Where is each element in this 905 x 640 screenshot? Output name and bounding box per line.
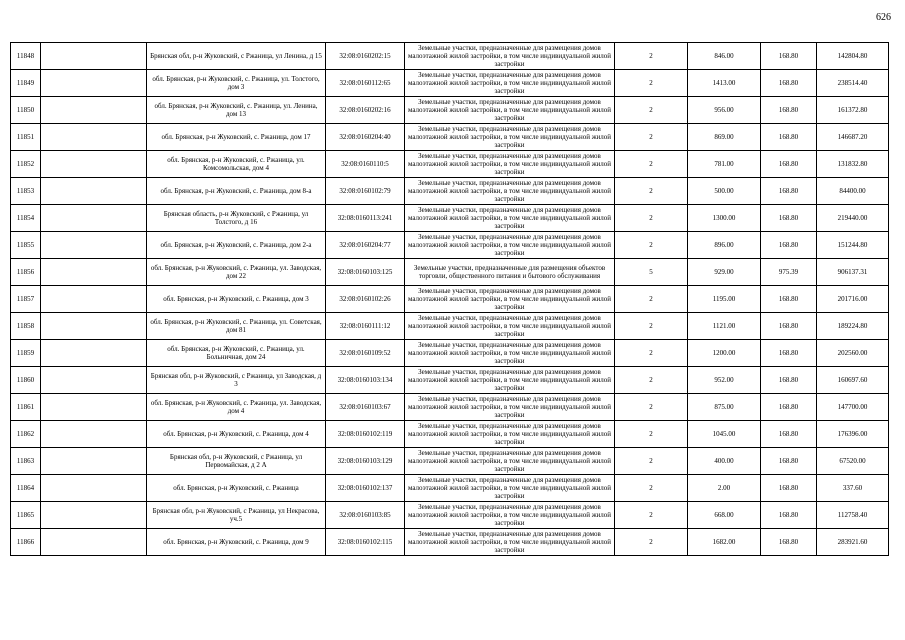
- spacer-cell: [41, 124, 147, 151]
- row-number: 11858: [11, 313, 41, 340]
- group-cell: 2: [615, 43, 688, 70]
- table-row: [11, 529, 889, 556]
- row-number: 11863: [11, 448, 41, 475]
- cadastral-number-cell: 32:08:0160112:65: [326, 70, 405, 97]
- cadastral-number-cell: 32:08:0160103:85: [326, 502, 405, 529]
- row-number: 11855: [11, 232, 41, 259]
- cadastral-value-cell: 219440.00: [817, 205, 889, 232]
- address-cell: обл. Брянская, р-н Жуковский, с. Ржаница, дом 2-а: [147, 232, 326, 259]
- cadastral-value-cell: 161372.80: [817, 97, 889, 124]
- group-cell: 2: [615, 367, 688, 394]
- table-row: [11, 313, 889, 340]
- land-use-cell: Земельные участки, предназначенные для размещения домов малоэтажной жилой застройки, в том числе индивидуальной жилой застройки: [405, 178, 615, 205]
- group-cell: 2: [615, 151, 688, 178]
- group-cell: 2: [615, 232, 688, 259]
- cadastral-value-cell: 112758.40: [817, 502, 889, 529]
- cadastral-value-cell: 189224.80: [817, 313, 889, 340]
- row-number: 11854: [11, 205, 41, 232]
- cadastral-value-cell: 151244.80: [817, 232, 889, 259]
- cadastral-number-cell: 32:08:0160109:52: [326, 340, 405, 367]
- cadastral-value-cell: 142804.80: [817, 43, 889, 70]
- address-cell: обл. Брянская, р-н Жуковский, с. Ржаница, ул. Заводская, дом 22: [147, 259, 326, 286]
- land-use-cell: Земельные участки, предназначенные для размещения домов малоэтажной жилой застройки, в том числе индивидуальной жилой застройки: [405, 70, 615, 97]
- area-cell: 869.00: [688, 124, 761, 151]
- table-row: [11, 178, 889, 205]
- cadastral-value-cell: 131832.80: [817, 151, 889, 178]
- area-cell: 1195.00: [688, 286, 761, 313]
- spacer-cell: [41, 448, 147, 475]
- spacer-cell: [41, 313, 147, 340]
- address-cell: обл. Брянская, р-н Жуковский, с. Ржаница, дом 4: [147, 421, 326, 448]
- address-cell: обл. Брянская, р-н Жуковский, с. Ржаница, ул. Заводская, дом 4: [147, 394, 326, 421]
- row-number: 11859: [11, 340, 41, 367]
- cadastral-number-cell: 32:08:0160111:12: [326, 313, 405, 340]
- cadastral-number-cell: 32:08:0160204:77: [326, 232, 405, 259]
- cadastral-value-cell: 283921.60: [817, 529, 889, 556]
- group-cell: 2: [615, 313, 688, 340]
- address-cell: обл. Брянская, р-н Жуковский, с. Ржаница, ул. Больничная, дом 24: [147, 340, 326, 367]
- cadastral-number-cell: 32:08:0160102:137: [326, 475, 405, 502]
- group-cell: 2: [615, 394, 688, 421]
- row-number: 11857: [11, 286, 41, 313]
- spacer-cell: [41, 367, 147, 394]
- group-cell: 2: [615, 448, 688, 475]
- address-cell: обл. Брянская, р-н Жуковский, с. Ржаница, дом 8-а: [147, 178, 326, 205]
- address-cell: Брянская область, р-н Жуковский, с Ржаница, ул Толстого, д 16: [147, 205, 326, 232]
- group-cell: 2: [615, 475, 688, 502]
- land-use-cell: Земельные участки, предназначенные для размещения домов малоэтажной жилой застройки, в том числе индивидуальной жилой застройки: [405, 475, 615, 502]
- table-row: [11, 367, 889, 394]
- group-cell: 2: [615, 502, 688, 529]
- cadastral-number-cell: 32:08:0160110:5: [326, 151, 405, 178]
- address-cell: обл. Брянская, р-н Жуковский, с. Ржаница, ул. Комсомольская, дом 4: [147, 151, 326, 178]
- area-cell: 1682.00: [688, 529, 761, 556]
- area-cell: 952.00: [688, 367, 761, 394]
- rate-cell: 168.80: [761, 43, 817, 70]
- area-cell: 781.00: [688, 151, 761, 178]
- group-cell: 2: [615, 421, 688, 448]
- area-cell: 400.00: [688, 448, 761, 475]
- area-cell: 929.00: [688, 259, 761, 286]
- group-cell: 2: [615, 340, 688, 367]
- address-cell: обл. Брянская, р-н Жуковский, с. Ржаница, ул. Ленина, дом 13: [147, 97, 326, 124]
- cadastral-value-cell: 176396.00: [817, 421, 889, 448]
- spacer-cell: [41, 259, 147, 286]
- cadastral-number-cell: 32:08:0160102:26: [326, 286, 405, 313]
- land-use-cell: Земельные участки, предназначенные для размещения объектов торговли, общественного питания и бытового обслуживания: [405, 259, 615, 286]
- table-row: [11, 502, 889, 529]
- row-number: 11850: [11, 97, 41, 124]
- rate-cell: 168.80: [761, 232, 817, 259]
- cadastral-number-cell: 32:08:0160103:129: [326, 448, 405, 475]
- cadastral-number-cell: 32:08:0160102:119: [326, 421, 405, 448]
- table-row: [11, 124, 889, 151]
- cadastral-number-cell: 32:08:0160113:241: [326, 205, 405, 232]
- group-cell: 2: [615, 124, 688, 151]
- land-use-cell: Земельные участки, предназначенные для размещения домов малоэтажной жилой застройки, в том числе индивидуальной жилой застройки: [405, 448, 615, 475]
- rate-cell: 168.80: [761, 529, 817, 556]
- table-row: [11, 43, 889, 70]
- area-cell: 1045.00: [688, 421, 761, 448]
- table-row: [11, 151, 889, 178]
- address-cell: обл. Брянская, р-н Жуковский, с. Ржаница, ул. Советская, дом 81: [147, 313, 326, 340]
- rate-cell: 168.80: [761, 178, 817, 205]
- rate-cell: 168.80: [761, 340, 817, 367]
- cadastral-number-cell: 32:08:0160103:134: [326, 367, 405, 394]
- rate-cell: 168.80: [761, 394, 817, 421]
- cadastral-value-cell: 146687.20: [817, 124, 889, 151]
- land-use-cell: Земельные участки, предназначенные для размещения домов малоэтажной жилой застройки, в том числе индивидуальной жилой застройки: [405, 502, 615, 529]
- land-use-cell: Земельные участки, предназначенные для размещения домов малоэтажной жилой застройки, в том числе индивидуальной жилой застройки: [405, 340, 615, 367]
- spacer-cell: [41, 475, 147, 502]
- spacer-cell: [41, 502, 147, 529]
- group-cell: 2: [615, 205, 688, 232]
- land-use-cell: Земельные участки, предназначенные для размещения домов малоэтажной жилой застройки, в том числе индивидуальной жилой застройки: [405, 421, 615, 448]
- group-cell: 2: [615, 70, 688, 97]
- cadastral-value-table: [10, 42, 889, 556]
- cadastral-number-cell: 32:08:0160102:79: [326, 178, 405, 205]
- row-number: 11864: [11, 475, 41, 502]
- spacer-cell: [41, 205, 147, 232]
- table-body: [11, 43, 889, 556]
- land-use-cell: Земельные участки, предназначенные для размещения домов малоэтажной жилой застройки, в том числе индивидуальной жилой застройки: [405, 313, 615, 340]
- cadastral-value-cell: 202560.00: [817, 340, 889, 367]
- page-number: 626: [876, 12, 891, 23]
- row-number: 11861: [11, 394, 41, 421]
- row-number: 11848: [11, 43, 41, 70]
- group-cell: 2: [615, 529, 688, 556]
- row-number: 11849: [11, 70, 41, 97]
- rate-cell: 168.80: [761, 151, 817, 178]
- spacer-cell: [41, 286, 147, 313]
- land-use-cell: Земельные участки, предназначенные для размещения домов малоэтажной жилой застройки, в том числе индивидуальной жилой застройки: [405, 97, 615, 124]
- table-row: [11, 205, 889, 232]
- table-row: [11, 421, 889, 448]
- spacer-cell: [41, 232, 147, 259]
- rate-cell: 168.80: [761, 367, 817, 394]
- group-cell: 2: [615, 97, 688, 124]
- rate-cell: 168.80: [761, 421, 817, 448]
- rate-cell: 168.80: [761, 205, 817, 232]
- area-cell: 1121.00: [688, 313, 761, 340]
- row-number: 11853: [11, 178, 41, 205]
- table-row: [11, 70, 889, 97]
- rate-cell: 168.80: [761, 124, 817, 151]
- address-cell: обл. Брянская, р-н Жуковский, с. Ржаница: [147, 475, 326, 502]
- address-cell: обл. Брянская, р-н Жуковский, с. Ржаница, дом 9: [147, 529, 326, 556]
- area-cell: 500.00: [688, 178, 761, 205]
- cadastral-number-cell: 32:08:0160103:67: [326, 394, 405, 421]
- spacer-cell: [41, 43, 147, 70]
- rate-cell: 168.80: [761, 313, 817, 340]
- area-cell: 1200.00: [688, 340, 761, 367]
- table-row: [11, 259, 889, 286]
- rate-cell: 168.80: [761, 448, 817, 475]
- row-number: 11852: [11, 151, 41, 178]
- area-cell: 1300.00: [688, 205, 761, 232]
- row-number: 11856: [11, 259, 41, 286]
- spacer-cell: [41, 529, 147, 556]
- land-use-cell: Земельные участки, предназначенные для размещения домов малоэтажной жилой застройки, в том числе индивидуальной жилой застройки: [405, 151, 615, 178]
- rate-cell: 168.80: [761, 475, 817, 502]
- table-row: [11, 97, 889, 124]
- group-cell: 5: [615, 259, 688, 286]
- cadastral-value-cell: 160697.60: [817, 367, 889, 394]
- table-row: [11, 448, 889, 475]
- cadastral-number-cell: 32:08:0160202:16: [326, 97, 405, 124]
- group-cell: 2: [615, 286, 688, 313]
- row-number: 11866: [11, 529, 41, 556]
- rate-cell: 168.80: [761, 70, 817, 97]
- table-row: [11, 286, 889, 313]
- area-cell: 668.00: [688, 502, 761, 529]
- table-row: [11, 394, 889, 421]
- address-cell: Брянская обл, р-н Жуковский, с Ржаница, ул Заводская, д 3: [147, 367, 326, 394]
- area-cell: 846.00: [688, 43, 761, 70]
- cadastral-number-cell: 32:08:0160102:115: [326, 529, 405, 556]
- rate-cell: 168.80: [761, 97, 817, 124]
- address-cell: обл. Брянская, р-н Жуковский, с. Ржаница, дом 3: [147, 286, 326, 313]
- area-cell: 2.00: [688, 475, 761, 502]
- rate-cell: 168.80: [761, 286, 817, 313]
- row-number: 11862: [11, 421, 41, 448]
- address-cell: Брянская обл, р-н Жуковский, с Ржаница, ул Первомайская, д 2 А: [147, 448, 326, 475]
- spacer-cell: [41, 97, 147, 124]
- row-number: 11851: [11, 124, 41, 151]
- cadastral-value-cell: 238514.40: [817, 70, 889, 97]
- land-use-cell: Земельные участки, предназначенные для размещения домов малоэтажной жилой застройки, в том числе индивидуальной жилой застройки: [405, 529, 615, 556]
- land-use-cell: Земельные участки, предназначенные для размещения домов малоэтажной жилой застройки, в том числе индивидуальной жилой застройки: [405, 124, 615, 151]
- land-use-cell: Земельные участки, предназначенные для размещения домов малоэтажной жилой застройки, в том числе индивидуальной жилой застройки: [405, 394, 615, 421]
- cadastral-number-cell: 32:08:0160202:15: [326, 43, 405, 70]
- address-cell: обл. Брянская, р-н Жуковский, с. Ржаница, ул. Толстого, дом 3: [147, 70, 326, 97]
- group-cell: 2: [615, 178, 688, 205]
- land-use-cell: Земельные участки, предназначенные для размещения домов малоэтажной жилой застройки, в том числе индивидуальной жилой застройки: [405, 286, 615, 313]
- rate-cell: 975.39: [761, 259, 817, 286]
- area-cell: 896.00: [688, 232, 761, 259]
- area-cell: 1413.00: [688, 70, 761, 97]
- rate-cell: 168.80: [761, 502, 817, 529]
- table-row: [11, 232, 889, 259]
- spacer-cell: [41, 421, 147, 448]
- area-cell: 875.00: [688, 394, 761, 421]
- spacer-cell: [41, 151, 147, 178]
- address-cell: Брянская обл, р-н Жуковский, с Ржаница, ул Некрасова, уч.5: [147, 502, 326, 529]
- row-number: 11865: [11, 502, 41, 529]
- address-cell: Брянская обл, р-н Жуковский, с Ржаница, ул Ленина, д 15: [147, 43, 326, 70]
- land-use-cell: Земельные участки, предназначенные для размещения домов малоэтажной жилой застройки, в том числе индивидуальной жилой застройки: [405, 43, 615, 70]
- land-use-cell: Земельные участки, предназначенные для размещения домов малоэтажной жилой застройки, в том числе индивидуальной жилой застройки: [405, 367, 615, 394]
- spacer-cell: [41, 178, 147, 205]
- table-row: [11, 340, 889, 367]
- cadastral-value-cell: 337.60: [817, 475, 889, 502]
- land-use-cell: Земельные участки, предназначенные для размещения домов малоэтажной жилой застройки, в том числе индивидуальной жилой застройки: [405, 232, 615, 259]
- cadastral-value-cell: 201716.00: [817, 286, 889, 313]
- address-cell: обл. Брянская, р-н Жуковский, с. Ржаница, дом 17: [147, 124, 326, 151]
- cadastral-number-cell: 32:08:0160204:40: [326, 124, 405, 151]
- spacer-cell: [41, 394, 147, 421]
- cadastral-value-cell: 84400.00: [817, 178, 889, 205]
- spacer-cell: [41, 340, 147, 367]
- row-number: 11860: [11, 367, 41, 394]
- table-row: [11, 475, 889, 502]
- cadastral-value-cell: 67520.00: [817, 448, 889, 475]
- cadastral-value-cell: 147700.00: [817, 394, 889, 421]
- cadastral-value-cell: 906137.31: [817, 259, 889, 286]
- spacer-cell: [41, 70, 147, 97]
- land-use-cell: Земельные участки, предназначенные для размещения домов малоэтажной жилой застройки, в том числе индивидуальной жилой застройки: [405, 205, 615, 232]
- cadastral-number-cell: 32:08:0160103:125: [326, 259, 405, 286]
- area-cell: 956.00: [688, 97, 761, 124]
